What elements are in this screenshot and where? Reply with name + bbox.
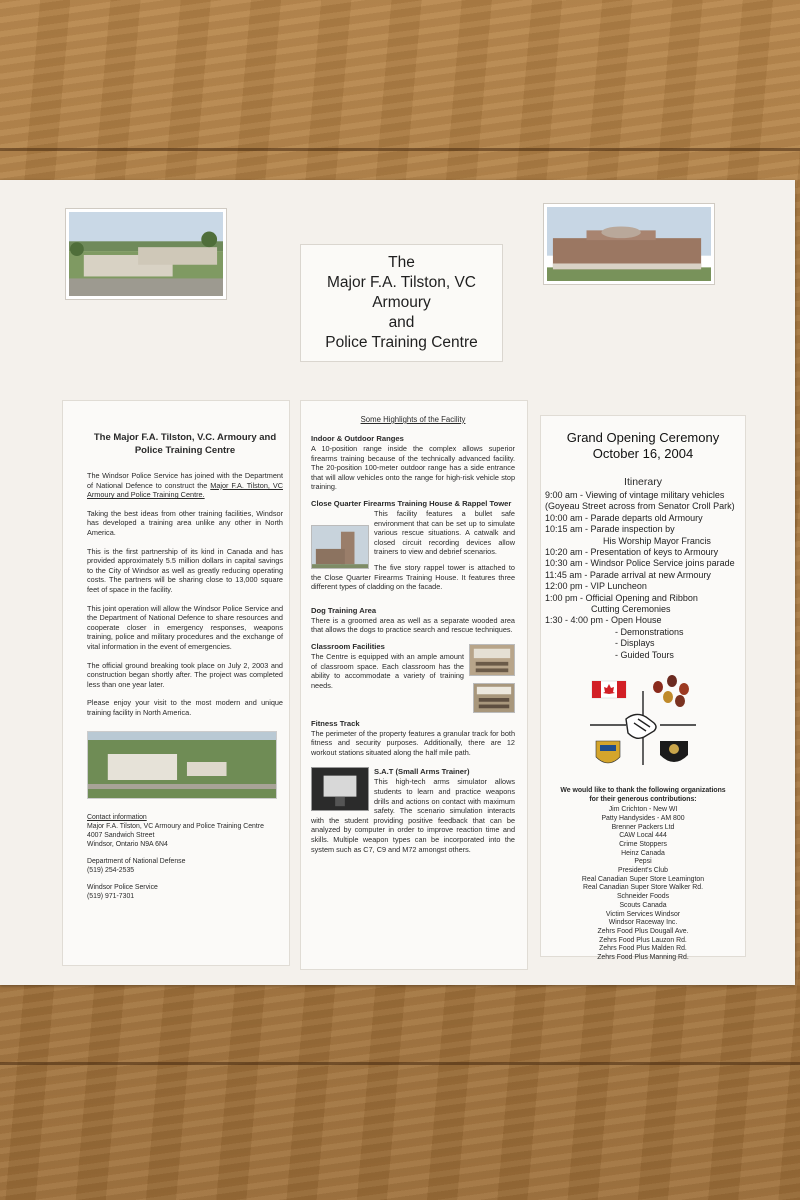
left-panel <box>62 400 290 966</box>
highlights-heading: Some Highlights of the Facility <box>360 415 466 424</box>
contact-label: Contact information <box>87 814 147 822</box>
sponsor-item: Jim Crichton - New WI <box>608 806 678 814</box>
sponsor-item: Zehrs Food Plus Manning Rd. <box>597 954 689 962</box>
sponsor-item: Heinz Canada <box>621 849 665 857</box>
paragraph: Taking the best ideas from other training facilities, Windsor has developed a training area unlike any other in North America. <box>87 508 283 537</box>
classroom-photo-2 <box>473 683 515 713</box>
police-contact <box>87 883 283 901</box>
section-text <box>311 509 515 592</box>
itinerary-item: - Guided Tours <box>615 649 674 660</box>
itinerary-item: 10:20 am - Presentation of keys to Armoury <box>545 547 719 558</box>
contact-block <box>87 813 283 849</box>
section-heading: Classroom Facilities <box>311 641 385 651</box>
paragraph: This joint operation will allow the Windsor Police Service and the Department of National Defence to share resources and cooperate closer in emergency responses, weapons training, police and military procedures and the exchange of vital information in the event of emergencies. <box>87 603 283 651</box>
itinerary-list <box>545 490 741 661</box>
section-text: The five story rappel tower is attached to the Close Quarter Firearms Training House. It features three different types of cladding on the facade. <box>311 562 515 592</box>
itinerary-item: - Displays <box>615 638 655 649</box>
section-text: A 10-position range inside the complex allows superior firearms training because of the technically advanced facility. The 20-position 100-meter outdoor range has a side entrance that will allow vehicles onto the range for high-risk vehicle stop training. <box>311 444 515 492</box>
police-badge-icon <box>660 741 688 762</box>
simulator-photo <box>311 767 369 811</box>
crest-graphic <box>588 671 698 781</box>
sponsor-item: President's Club <box>618 867 668 875</box>
sponsor-item: Zehrs Food Plus Malden Rd. <box>599 945 687 953</box>
armoury-building-photo <box>543 203 715 285</box>
contact-line: Windsor Police Service <box>87 884 158 892</box>
itinerary-item: 1:00 pm - Official Opening and Ribbon <box>545 592 698 603</box>
facility-name: Major F.A. Tilston, VC Armoury and Police Training Centre. <box>87 480 283 500</box>
section-text: There is a groomed area as well as a separate wooded area that allows the dogs to practice search and rescue techniques. <box>311 615 515 635</box>
itinerary-item: 11:45 am - Parade arrival at new Armoury <box>545 569 711 580</box>
itinerary-item: 10:30 am - Windsor Police Service joins parade <box>545 558 735 569</box>
rappel-tower-photo <box>311 525 369 569</box>
thanks-heading <box>545 787 741 804</box>
section-text: The Centre is equipped with an ample amount of classroom space. Each classroom has the ability to accommodate a variety of training needs. <box>311 651 464 690</box>
sponsor-item: Victim Services Windsor <box>605 910 681 918</box>
intro-paragraph <box>87 471 283 500</box>
itinerary-item: 10:00 am - Parade departs old Armoury <box>545 512 703 523</box>
sponsor-item: Crime Stoppers <box>619 840 667 848</box>
title-line: Armoury <box>372 294 431 311</box>
sponsor-list <box>545 806 741 963</box>
facility-aerial-photo <box>65 208 227 300</box>
wood-seam <box>0 1062 800 1065</box>
section-text: The perimeter of the property features a granular track for both fitness and security purposes. Additionally, there are 12 workout stations situated along the half mile path. <box>311 728 515 757</box>
sat-section <box>311 767 515 854</box>
title-line: and <box>388 314 415 331</box>
section-text: This high-tech arms simulator allows students to learn and practice weapons drills and actions on contact with maximum safety. The scenario simulation interacts with the student providing positive feedback that can be analyzed by computer in order to improve reaction time and skills. Multiple weapon types can be incorporated into the system such as C7, C9 and M72 amongst others. <box>311 777 515 854</box>
wood-seam <box>0 148 800 151</box>
canada-flag-icon <box>592 681 626 698</box>
paragraph: This is the first partnership of its kind in Canada and has provided approximately 5.5 million dollars in capital savings to the City of Windsor as well as greatly reducing operating costs. The partners will be sharing close to 13,000 square feet of space in the facility. <box>87 546 283 594</box>
thanks-line: We would like to thank the following organizations <box>560 787 726 795</box>
section-heading: S.A.T (Small Arms Trainer) <box>374 767 470 777</box>
contact-line: Department of National Defense <box>87 858 186 866</box>
itinerary-item: - Demonstrations <box>615 626 684 637</box>
site-rendering-image <box>87 731 277 799</box>
contact-line: (519) 254-2535 <box>87 867 135 875</box>
sponsor-item: Pepsi <box>634 858 652 866</box>
sponsor-item: Zehrs Food Plus Lauzon Rd. <box>599 936 687 944</box>
middle-panel <box>300 400 528 970</box>
section-text: This facility features a bullet safe environment that can be set up to simulate various rescue situations. A catwalk and closed circuit recording devices allow trainers to view and debrief scenarios. <box>374 508 515 557</box>
windsor-crest-icon <box>596 741 620 763</box>
partner-crests <box>588 671 698 781</box>
sponsor-item: Schneider Foods <box>616 893 670 901</box>
itinerary-item: 12:00 pm - VIP Luncheon <box>545 581 647 592</box>
section-heading: Close Quarter Firearms Training House & Rappel Tower <box>311 498 512 508</box>
contact-line: Windsor, Ontario N9A 6N4 <box>87 841 168 849</box>
itinerary-item: 1:30 - 4:00 pm - Open House <box>545 615 662 626</box>
itinerary-item: 9:00 am - Viewing of vintage military vehicles <box>545 490 725 500</box>
classroom-photo <box>469 644 515 676</box>
title-card <box>300 244 503 362</box>
sponsor-item: Real Canadian Super Store Walker Rd. <box>582 884 703 892</box>
itinerary-item: (Goyeau Street across from Senator Croll Park) <box>545 501 735 512</box>
sponsor-item: Zehrs Food Plus Dougall Ave. <box>597 927 689 935</box>
dnd-contact <box>87 857 283 875</box>
thanks-line: for their generous contributions: <box>589 795 697 803</box>
intro-text: The Windsor Police Service has joined with the Department of National Defence to construct the <box>87 471 283 490</box>
sponsor-item: Windsor Raceway Inc. <box>608 919 678 927</box>
paragraph: The official ground breaking took place on July 2, 2003 and construction began shortly after. The project was completed less than one year later. <box>87 660 283 689</box>
section-heading: Fitness Track <box>311 718 360 728</box>
title-line: Major F.A. Tilston, VC <box>326 274 476 291</box>
section-heading: Indoor & Outdoor Ranges <box>311 434 404 443</box>
title-line: Police Training Centre <box>325 334 478 351</box>
sponsor-item: Scouts Canada <box>619 901 667 909</box>
contact-line: 4007 Sandwich Street <box>87 832 155 840</box>
right-panel <box>540 415 746 962</box>
left-panel-heading: The Major F.A. Tilston, V.C. Armoury and Police Training Centre <box>93 432 277 456</box>
military-badges-icon <box>653 675 689 707</box>
sponsor-item: Real Canadian Super Store Leamington <box>581 875 705 883</box>
ceremony-title: Grand Opening Ceremony <box>566 430 720 445</box>
itinerary-item: 10:15 am - Parade inspection by <box>545 524 675 535</box>
itinerary-item: Cutting Ceremonies <box>591 604 671 615</box>
sponsor-item: Brenner Packers Ltd <box>611 823 675 831</box>
paragraph: Please enjoy your visit to the most modern and unique training facility in North America. <box>87 698 283 717</box>
section-text <box>311 652 515 690</box>
title-line: The <box>388 254 415 271</box>
sponsor-item: Patty Handysides - AM 800 <box>601 814 685 822</box>
sponsor-item: CAW Local 444 <box>619 832 667 840</box>
contact-line: Major F.A. Tilston, VC Armoury and Police Training Centre <box>87 823 264 831</box>
section-heading: Dog Training Area <box>311 605 377 615</box>
itinerary-heading: Itinerary <box>624 476 662 488</box>
ceremony-date: October 16, 2004 <box>592 446 694 461</box>
itinerary-item: His Worship Mayor Francis <box>603 535 711 546</box>
contact-line: (519) 971-7301 <box>87 893 135 901</box>
